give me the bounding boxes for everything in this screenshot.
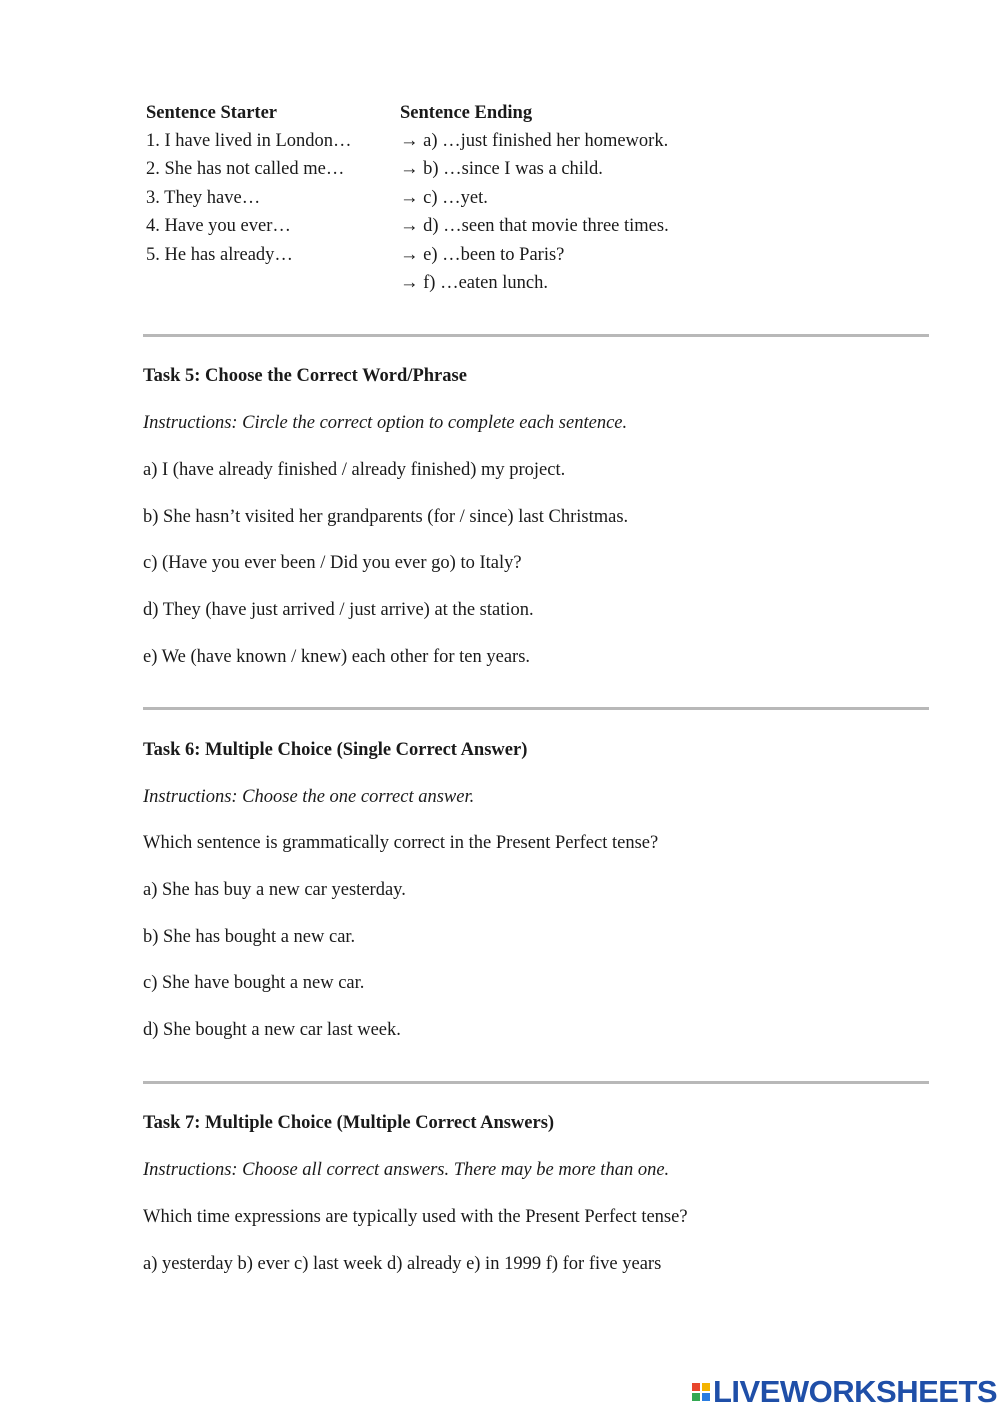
matching-row [146,127,669,155]
sentence-starter: 4. Have you ever… [146,216,291,237]
logo-mark-square [692,1383,700,1391]
sentence-starter: 1. I have lived in London… [146,131,352,152]
logo-mark-square [692,1393,700,1401]
task6-option: a) She has buy a new car yesterday. [143,880,406,900]
task5-instructions: Instructions: Circle the correct option to complete each sentence. [143,413,628,433]
logo-mark-square [702,1383,710,1391]
task6-option: b) She has bought a new car. [143,927,356,947]
sentence-starter: 3. They have… [146,187,261,208]
task5-item: d) They (have just arrived / just arrive) at the station. [143,600,534,620]
task5-title: Task 5: Choose the Correct Word/Phrase [143,366,467,386]
matching-header-row [146,99,669,127]
matching-table [146,99,669,298]
task7-title: Task 7: Multiple Choice (Multiple Correct Answers) [143,1113,555,1133]
task6-option: c) She have bought a new car. [143,973,365,993]
logo-mark-icon [692,1383,710,1401]
task5-item: a) I (have already finished / already finished) my project. [143,460,566,480]
liveworksheets-logo [692,1372,997,1412]
task6-instructions: Instructions: Choose the one correct answer. [143,787,475,807]
matching-row [146,241,669,269]
sentence-ending: → c) …yet. [400,187,488,208]
sentence-starter: 2. She has not called me… [146,159,345,180]
task7-options: a) yesterday b) ever c) last week d) already e) in 1999 f) for five years [143,1254,662,1274]
task5-item: e) We (have known / knew) each other for ten years. [143,647,531,667]
sentence-starter: 5. He has already… [146,244,293,265]
section-divider [143,707,929,710]
task5-item: c) (Have you ever been / Did you ever go) to Italy? [143,553,522,573]
section-divider [143,334,929,337]
sentence-ending: → a) …just finished her homework. [400,131,669,152]
header-sentence-starter: Sentence Starter [146,102,277,123]
sentence-ending: → e) …been to Paris? [400,244,565,265]
task6-question: Which sentence is grammatically correct in the Present Perfect tense? [143,833,659,853]
sentence-starter [146,269,400,297]
matching-row [146,156,669,184]
task6-title: Task 6: Multiple Choice (Single Correct Answer) [143,740,528,760]
task7-question: Which time expressions are typically used with the Present Perfect tense? [143,1207,688,1227]
logo-text: LIVEWORKSHEETS [713,1374,998,1409]
header-sentence-ending: Sentence Ending [400,102,533,123]
section-divider [143,1081,929,1084]
sentence-ending: → b) …since I was a child. [400,159,603,180]
task7-instructions: Instructions: Choose all correct answers. There may be more than one. [143,1160,670,1180]
matching-row [146,184,669,212]
sentence-ending: → f) …eaten lunch. [400,273,548,294]
matching-row [146,269,669,297]
matching-row [146,213,669,241]
task5-item: b) She hasn’t visited her grandparents (for / since) last Christmas. [143,507,629,527]
sentence-ending: → d) …seen that movie three times. [400,216,669,237]
logo-mark-square [702,1393,710,1401]
task6-option: d) She bought a new car last week. [143,1020,401,1040]
